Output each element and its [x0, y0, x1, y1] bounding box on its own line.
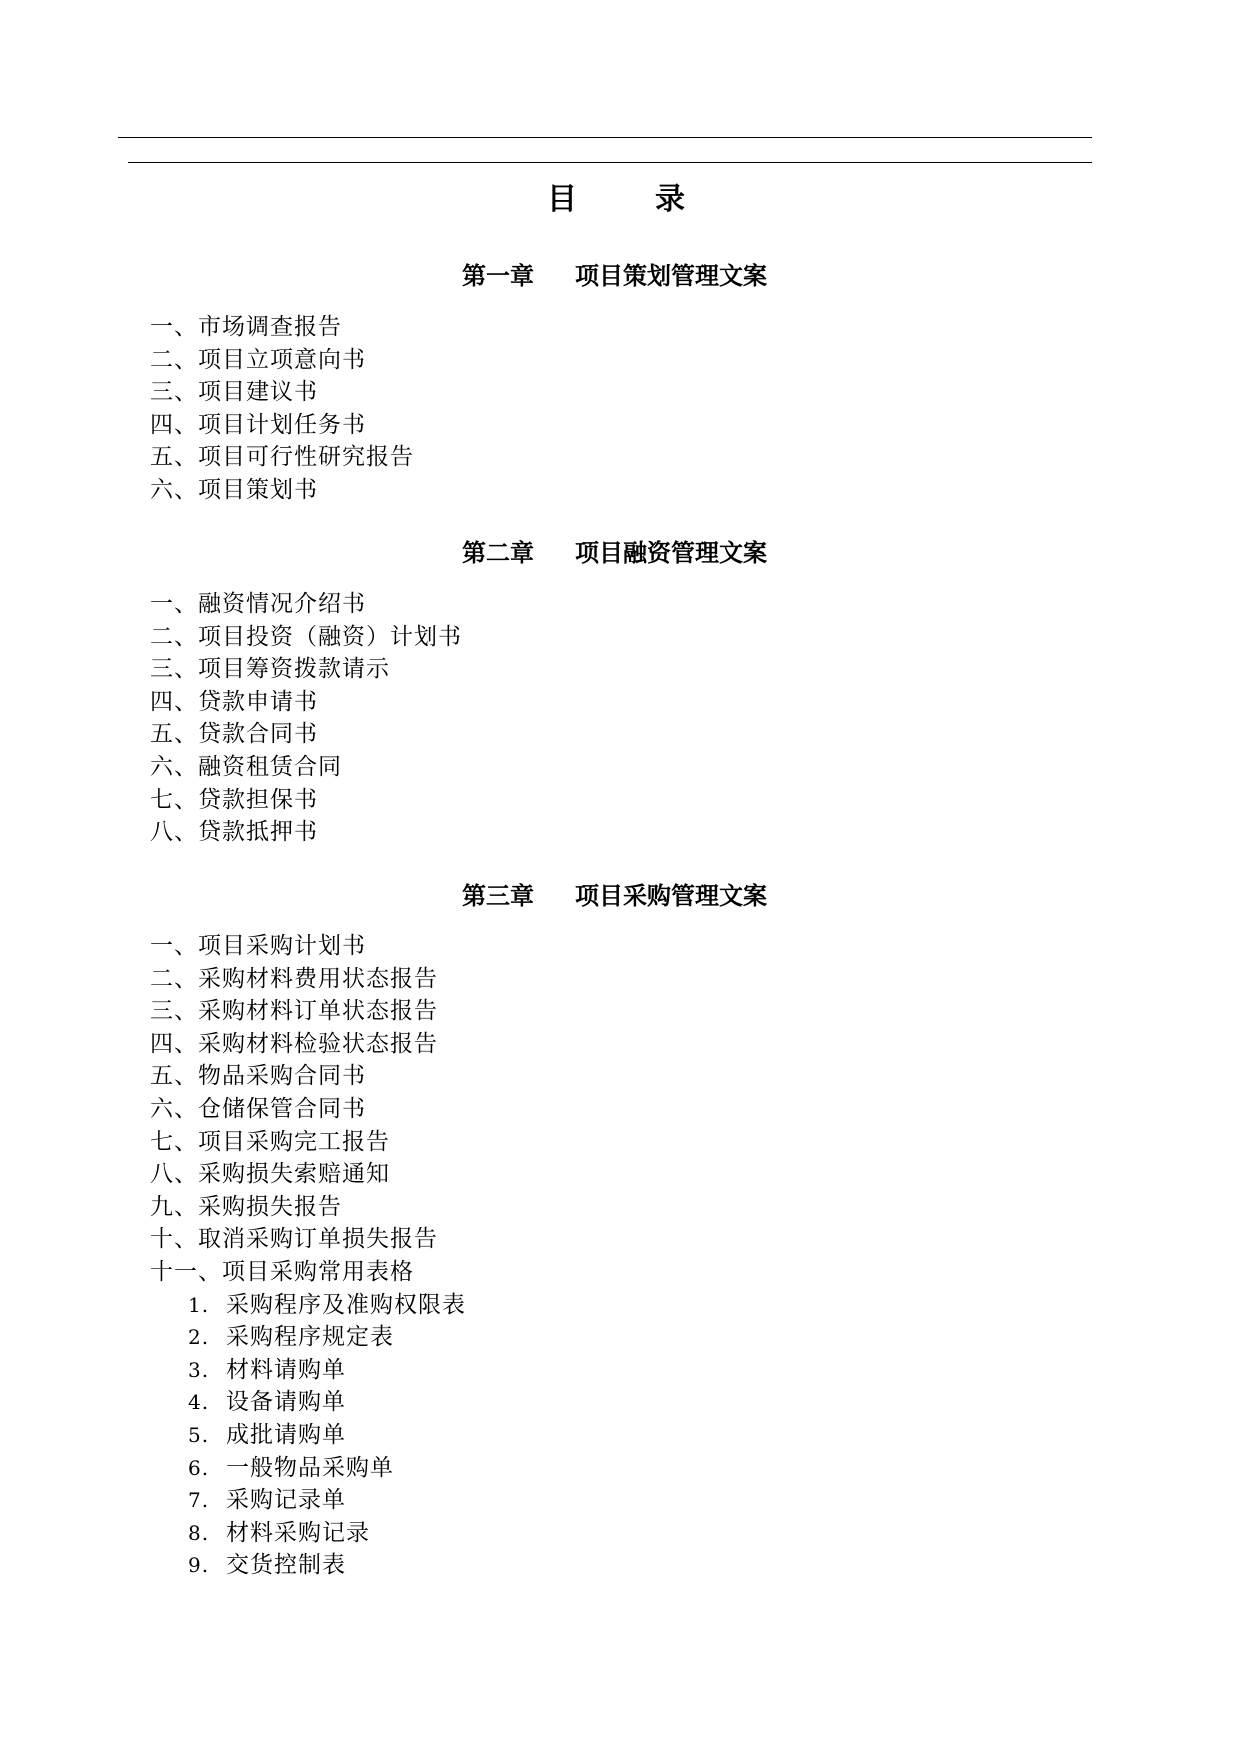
toc-item: 四、贷款申请书 [150, 688, 318, 715]
toc-item: 七、贷款担保书 [150, 786, 318, 813]
chapter-name: 项目融资管理文案 [575, 538, 767, 567]
subitem-text: 成批请购单 [226, 1422, 346, 1448]
toc-title-char-2: 录 [655, 182, 685, 217]
subitem-text: 设备请购单 [226, 1389, 346, 1416]
toc-item: 五、物品采购合同书 [150, 1063, 366, 1090]
toc-item: 九、采购损失报告 [150, 1193, 342, 1220]
chapter-number: 第一章 [462, 261, 534, 290]
toc-subitem [188, 1517, 370, 1550]
toc-subitem [188, 1419, 346, 1452]
toc-item: 十、取消采购订单损失报告 [150, 1226, 438, 1253]
toc-item: 五、项目可行性研究报告 [150, 444, 414, 471]
chapter-number: 第三章 [462, 881, 534, 910]
toc-item: 六、仓储保管合同书 [150, 1096, 366, 1122]
toc-subitem [188, 1289, 466, 1322]
toc-subitem [188, 1386, 346, 1419]
toc-item: 三、项目筹资拨款请示 [150, 656, 390, 683]
toc-item: 二、采购材料费用状态报告 [150, 965, 438, 992]
toc-item: 四、项目计划任务书 [150, 411, 366, 438]
chapter-number: 第二章 [462, 538, 534, 567]
subitem-text: 采购记录单 [226, 1487, 346, 1514]
toc-title [0, 178, 1241, 222]
toc-item: 一、市场调查报告 [150, 314, 342, 340]
toc-item: 一、项目采购计划书 [150, 933, 366, 959]
subitem-number: 2. [188, 1325, 210, 1350]
toc-subitem [188, 1484, 346, 1517]
subitem-number: 3. [188, 1357, 210, 1382]
subitem-number: 4. [188, 1390, 210, 1415]
toc-item: 七、项目采购完工报告 [150, 1128, 390, 1155]
subitem-text: 材料采购记录 [226, 1519, 370, 1546]
toc-item: 六、融资租赁合同 [150, 754, 342, 780]
toc-item: 一、融资情况介绍书 [150, 591, 366, 617]
toc-item: 八、贷款抵押书 [150, 819, 318, 846]
subitem-number: 9. [188, 1553, 210, 1578]
subitem-number: 8. [188, 1520, 210, 1545]
toc-title-char-1: 目 [547, 182, 577, 217]
toc-item: 十一、项目采购常用表格 [150, 1259, 414, 1285]
subitem-text: 一般物品采购单 [226, 1454, 394, 1481]
toc-subitem [188, 1354, 346, 1387]
toc-item: 二、项目投资（融资）计划书 [150, 623, 462, 650]
subitem-text: 采购程序及准购权限表 [226, 1291, 466, 1318]
subitem-number: 5. [188, 1423, 210, 1447]
subitem-number: 1. [188, 1292, 210, 1317]
chapter-name: 项目采购管理文案 [575, 881, 767, 910]
chapter-name: 项目策划管理文案 [575, 261, 767, 290]
header-rule-bottom [128, 162, 1092, 163]
toc-item: 六、项目策划书 [150, 477, 318, 503]
toc-item: 四、采购材料检验状态报告 [150, 1030, 438, 1057]
toc-item: 三、采购材料订单状态报告 [150, 998, 438, 1025]
toc-item: 八、采购损失索赔通知 [150, 1161, 390, 1188]
subitem-text: 材料请购单 [226, 1356, 346, 1383]
subitem-number: 7. [188, 1488, 210, 1513]
toc-item: 五、贷款合同书 [150, 721, 318, 748]
toc-item: 二、项目立项意向书 [150, 346, 366, 373]
toc-subitem [188, 1549, 346, 1582]
subitem-text: 采购程序规定表 [226, 1324, 394, 1351]
header-rule-top [118, 137, 1092, 138]
subitem-text: 交货控制表 [226, 1552, 346, 1579]
subitem-number: 6. [188, 1455, 210, 1480]
toc-subitem [188, 1321, 394, 1354]
toc-subitem [188, 1452, 394, 1485]
toc-item: 三、项目建议书 [150, 379, 318, 406]
